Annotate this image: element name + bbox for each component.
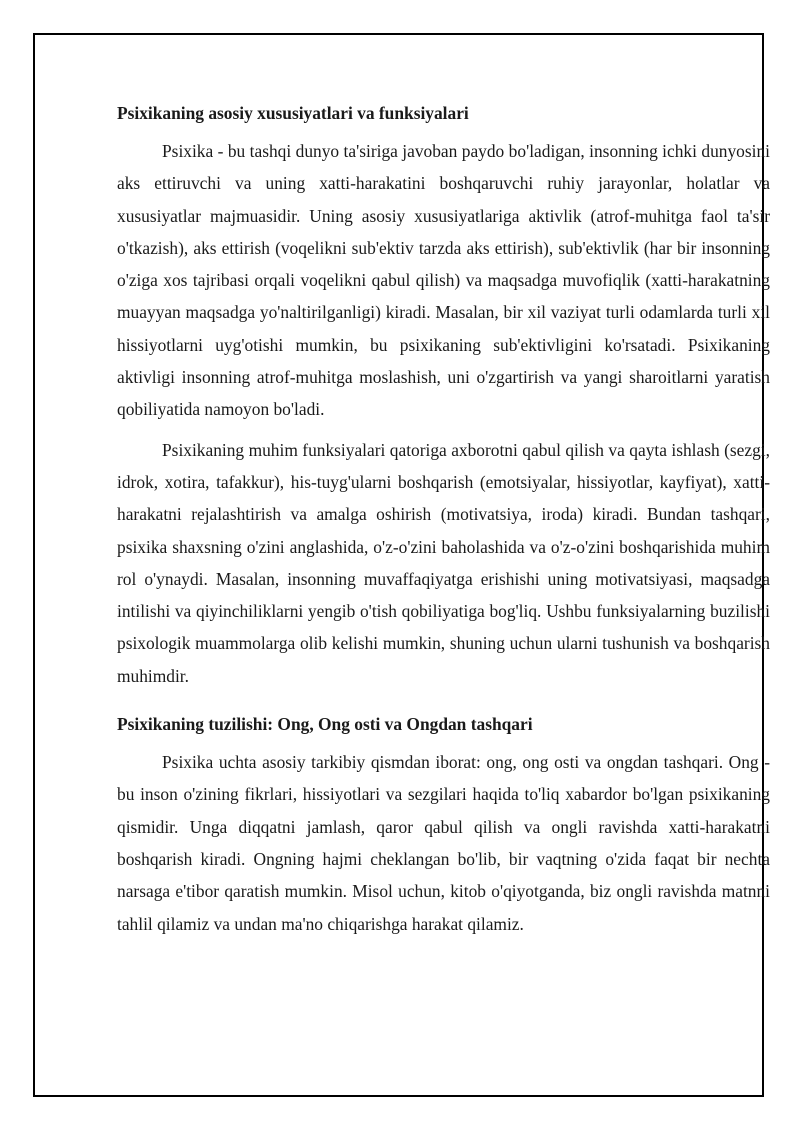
section-heading-properties: Psixikaning asosiy xususiyatlari va funksiyalari [117, 103, 469, 123]
document-body [117, 97, 770, 948]
paragraph-functions: Psixikaning muhim funksiyalari qatoriga axborotni qabul qilish va qayta ishlash (sezgi, idrok, xotira, tafakkur), his-tuyg'ularni boshqarish (emotsiyalar, hissiyotlar, kayfiyat), xatti-harakatni rejalashtirish va amalga oshirish (motivatsiya, iroda) kiradi. Bundan tashqari, psixika shaxsning o'zini anglashida, o'z-o'zini baholashida va o'z-o'zini boshqarishida muhim rol o'ynaydi. Masalan, insonning muvaffaqiyatga erishishi uning motivatsiyasi, maqsadga intilishi va qiyinchiliklarni yengib o'tish qobiliyatiga bog'liq. Ushbu funksiyalarning buzilishi psixologik muammolarga olib kelishi mumkin, shuning uchun ularni tushunish va boshqarish muhimdir. [117, 439, 770, 686]
section-heading-structure: Psixikaning tuzilishi: Ong, Ong osti va Ongdan tashqari [117, 714, 533, 735]
paragraph-definition: Psixika - bu tashqi dunyo ta'siriga javoban paydo bo'ladigan, insonning ichki dunyosini aks ettiruvchi va uning xatti-harakatini boshqaruvchi ruhiy jarayonlar, holatlar va xususiyatlar majmuasidir. Uning asosiy xususiyatlariga aktivlik (atrof-muhitga faol ta'sir o'tkazish), aks ettirish (voqelikni sub'ektiv tarzda aks ettirish), sub'ektivlik (har bir insonning o'ziga xos tajribasi orqali voqelikni qabul qilish) va maqsadga muvofiqlik (xatti-harakatning muayyan maqsadga yo'naltirilganligi) kiradi. Masalan, bir xil vaziyat turli odamlarda turli xil hissiyotlarni uyg'otishi mumkin, bu psixikaning sub'ektivligini ko'rsatadi. Psixikaning aktivligi insonning atrof-muhitga moslashish, uni o'zgartirish va yangi sharoitlarni yaratish qobiliyatida namoyon bo'ladi. [117, 141, 770, 420]
paragraph-structure: Psixika uchta asosiy tarkibiy qismdan iborat: ong, ong osti va ongdan tashqari. Ong - bu inson o'zining fikrlari, hissiyotlari va sezgilari haqida to'liq xabardor bo'lgan psixikaning qismidir. Unga diqqatni jamlash, qaror qabul qilish va ongli ravishda xatti-harakatni boshqarish kiradi. Ongning hajmi cheklangan bo'lib, bir vaqtning o'zida faqat bir nechta narsaga e'tibor qaratish mumkin. Misol uchun, kitob o'qiyotganda, biz ongli ravishda matnni tahlil qilamiz va undan ma'no chiqarishga harakat qilamiz. [117, 752, 770, 934]
